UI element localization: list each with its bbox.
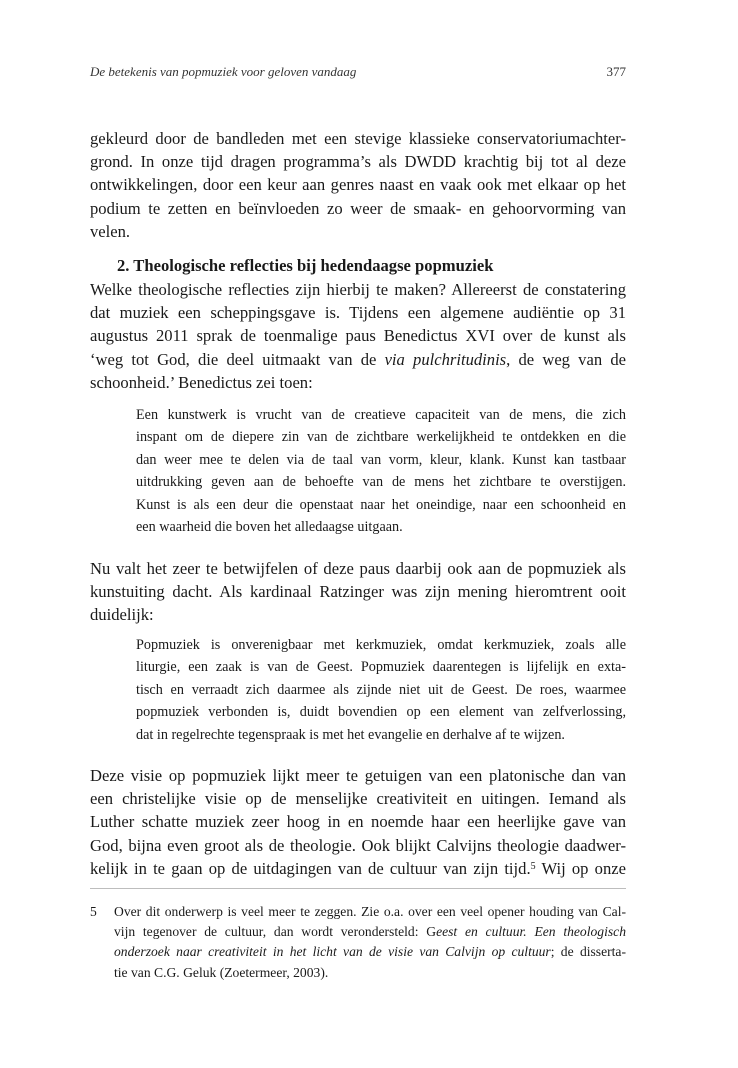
footnote-reference[interactable]: 5 (530, 860, 536, 872)
paragraph-3 (90, 557, 626, 627)
paragraph-1 (90, 127, 626, 243)
text-line: Deze visie op popmuziek lijkt meer te getuigen van een platonische dan van (90, 766, 626, 785)
footnote-separator (90, 888, 626, 889)
text-line: Luther schatte muziek zeer hoog in en noemde haar een heerlijke gave van (90, 812, 626, 832)
text-line: gekleurd door de bandleden met een stevige klassieke conservatoriumachter- (90, 129, 626, 148)
quote-line: dat in regelrechte tegenspraak is met het evangelie en derhalve af te wijzen. (136, 726, 565, 743)
text-line: God, bijna even groot als de theologie. Ook blijkt Calvijns theologie daadwer- (90, 835, 626, 855)
text-run: ; de disserta- (550, 944, 626, 960)
text-run: ‘weg tot God, die deel uitmaakt van de (90, 349, 385, 369)
running-header (90, 64, 626, 80)
running-title: De betekenis van popmuziek voor geloven vandaag (90, 64, 357, 79)
quote-line: popmuziek verbonden is, duidt bovendien op een element van zelfverlossing, (136, 704, 626, 721)
text-line: Nu valt het zeer te betwijfelen of deze paus daarbij ook aan de popmuziek als (90, 559, 626, 578)
text-line: een christelijke visie op de menselijke creativiteit en uitingen. Iemand als (90, 789, 626, 809)
quote-line: Kunst is als een deur die openstaat naar het oneindige, naar een schoonheid en (136, 496, 626, 513)
text-line (90, 348, 626, 371)
quote-line: tisch en verraadt zich daarmee als zijnde niet uit de Geest. De roes, waarmee (136, 681, 626, 698)
page-number: 377 (606, 64, 626, 79)
text-run: , de weg van de (506, 349, 626, 369)
text-run: Wij op onze (535, 858, 626, 878)
text-line: podium te zetten en beïnvloeden zo weer de smaak- en gehoorvorming van (90, 198, 626, 218)
block-quote-2 (136, 634, 626, 746)
section-heading: 2. Theologische reflecties bij hedendaagse popmuziek (117, 256, 494, 275)
quote-line: inspant om de diepere zin van de zichtbare werkelijkheid te ontdekken en die (136, 429, 626, 446)
text-line: schoonheid.’ Benedictus zei toen: (90, 372, 313, 392)
footnote-line: tie van C.G. Geluk (Zoetermeer, 2003). (114, 964, 329, 980)
italic-term: via pulchritudinis (384, 349, 507, 369)
quote-line: liturgie, een zaak is van de Geest. Popmuziek daarentegen is lijfelijk en exta- (136, 659, 626, 676)
text-line: dat muziek een scheppingsgave is. Tijdens een algemene audiëntie op 31 (90, 303, 626, 323)
text-line: grond. In onze tijd dragen programma’s als DWDD krachtig bij tot al deze (90, 152, 626, 172)
quote-line: Een kunstwerk is vrucht van de creatieve capaciteit van de mens, die zich (136, 407, 626, 423)
text-line: kunstuiting dacht. Als kardinaal Ratzinger was zijn mening hieromtrent ooit (90, 582, 626, 602)
footnote-number: 5 (90, 904, 97, 919)
text-line (90, 857, 626, 880)
quote-line: Popmuziek is onverenigbaar met kerkmuziek, omdat kerkmuziek, zoals alle (136, 637, 626, 653)
quote-line: een waarheid die boven het alledaagse uitgaan. (136, 519, 403, 536)
text-line: velen. (90, 221, 131, 241)
quote-line: uitdrukking geven aan de behoefte van de mens het zichtbare te overstijgen. (136, 474, 626, 491)
text-line: ontwikkelingen, door een keur aan genres naast en vaak ook met elkaar op het (90, 175, 626, 195)
text-line: duidelijk: (90, 605, 154, 625)
italic-title: eest en cultuur. Een theologisch (436, 924, 626, 940)
footnote-line (114, 942, 626, 962)
text-line: Welke theologische reflecties zijn hierbij te maken? Allereerst de constatering (90, 280, 626, 299)
text-run: vijn tegenover de cultuur, dan wordt verondersteld: G (114, 924, 437, 940)
paragraph-2 (90, 278, 626, 394)
footnote-line: Over dit onderwerp is veel meer te zeggen. Zie o.a. over een veel opener houding van Cal- (114, 904, 626, 919)
quote-line: dan weer mee te delen via de taal van vorm, kleur, klank. Kunst kan tastbaar (136, 451, 626, 468)
paragraph-4 (90, 764, 626, 880)
italic-title: onderzoek naar creativiteit in het licht van de visie van Calvijn op cultuur (114, 944, 551, 960)
text-run: kelijk in te gaan op de uitdagingen van de cultuur van zijn tijd. (90, 858, 531, 878)
text-line: augustus 2011 sprak de toenmalige paus Benedictus XVI over de kunst als (90, 326, 626, 346)
footnote-line (114, 922, 626, 942)
footnote-body (114, 902, 626, 983)
block-quote-1 (136, 404, 626, 538)
